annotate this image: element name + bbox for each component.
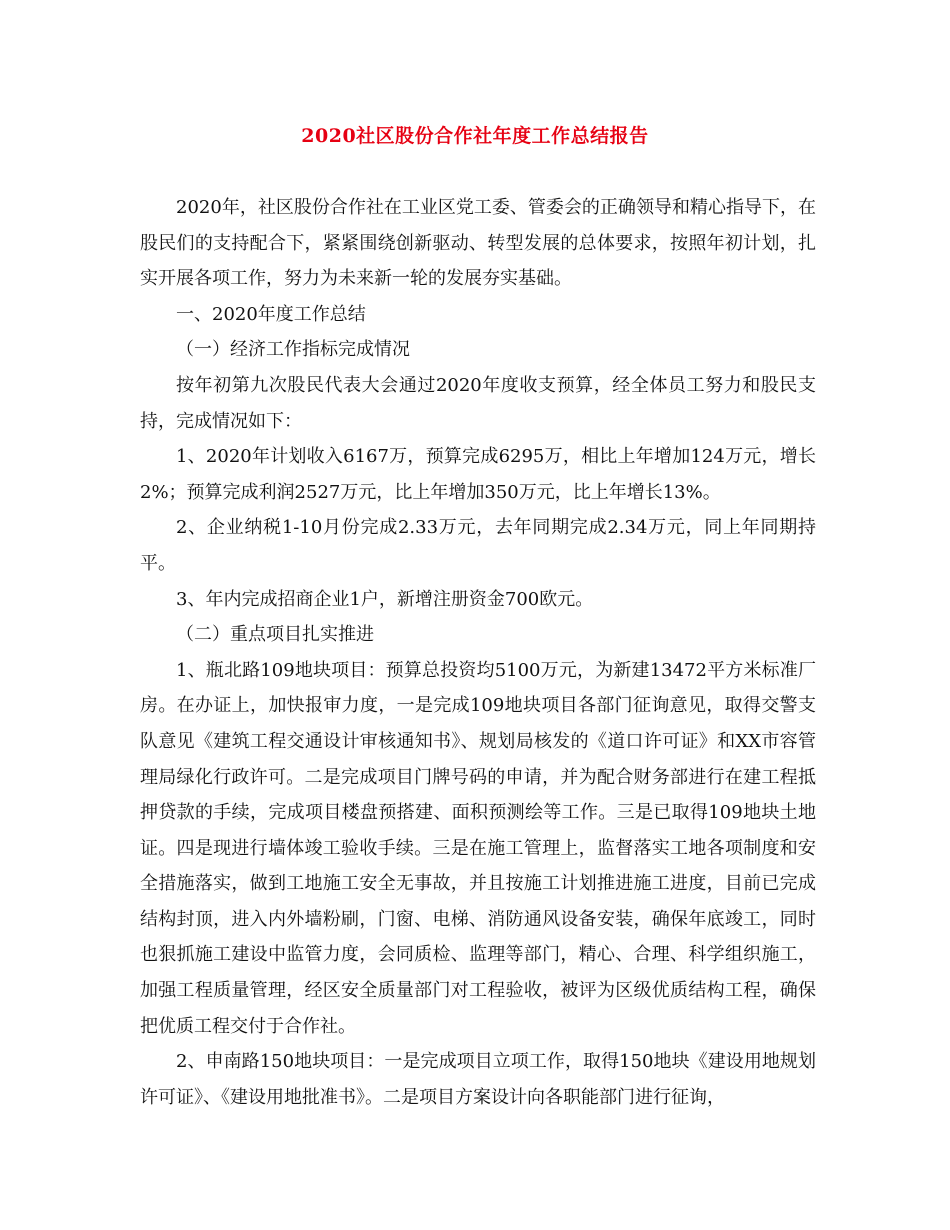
paragraph-project-150: 2、申南路150地块项目：一是完成项目立项工作，取得150地块《建设用地规划许可证》、《建设用地批准书》。二是项目方案设计向各职能部门进行征询，	[140, 1051, 816, 1108]
paragraph-investment: 3、年内完成招商企业1户，新增注册资金700欧元。	[176, 588, 594, 610]
paragraph-income: 1、2020年计划收入6167万，预算完成6295万，相比上年增加124万元，增长2%；预算完成利润2527万元，比上年增加350万元，比上年增长13%。	[140, 446, 816, 503]
paragraph-intro: 2020年，社区股份合作社在工业区党工委、管委会的正确领导和精心指导下，在股民们的支持配合下，紧紧围绕创新驱动、转型发展的总体要求，按照年初计划，扎实开展各项工作，努力为未来新一轮的发展夯实基础。	[140, 197, 816, 290]
paragraph-tax: 2、企业纳税1-10月份完成2.33万元，去年同期完成2.34万元，同上年同期持平。	[140, 517, 816, 574]
section-heading-1: 一、2020年度工作总结	[176, 303, 366, 325]
subsection-heading-projects: （二）重点项目扎实推进	[176, 624, 374, 646]
subsection-heading-economic: （一）经济工作指标完成情况	[176, 339, 410, 361]
paragraph-project-109: 1、瓶北路109地块项目：预算总投资均5100万元，为新建13472平方米标准厂房。在办证上，加快报审力度，一是完成109地块项目各部门征询意见，取得交警支队意见《建筑工程交通设计审核通知书》、规划局核发的《道口许可证》和XX市容管理局绿化行政许可。二是完成项目门牌号码的申请，并为配合财务部进行在建工程抵押贷款的手续，完成项目楼盘预搭建、面积预测绘等工作。三是已取得109地块土地证。四是现进行墙体竣工验收手续。三是在施工管理上，监督落实工地各项制度和安全措施落实，做到工地施工安全无事故，并且按施工计划推进施工进度，目前已完成结构封顶，进入内外墙粉刷，门窗、电梯、消防通风设备安装，确保年底竣工，同时也狠抓施工建设中监管力度，会同质检、监理等部门，精心、合理、科学组织施工，加强工程质量管理，经区安全质量部门对工程验收，被评为区级优质结构工程，确保把优质工程交付于合作社。	[140, 659, 816, 1037]
document-body	[140, 190, 816, 1115]
paragraph-budget: 按年初第九次股民代表大会通过2020年度收支预算，经全体员工努力和股民支持，完成情况如下：	[140, 374, 816, 432]
document-title: 2020社区股份合作社年度工作总结报告	[301, 125, 649, 147]
